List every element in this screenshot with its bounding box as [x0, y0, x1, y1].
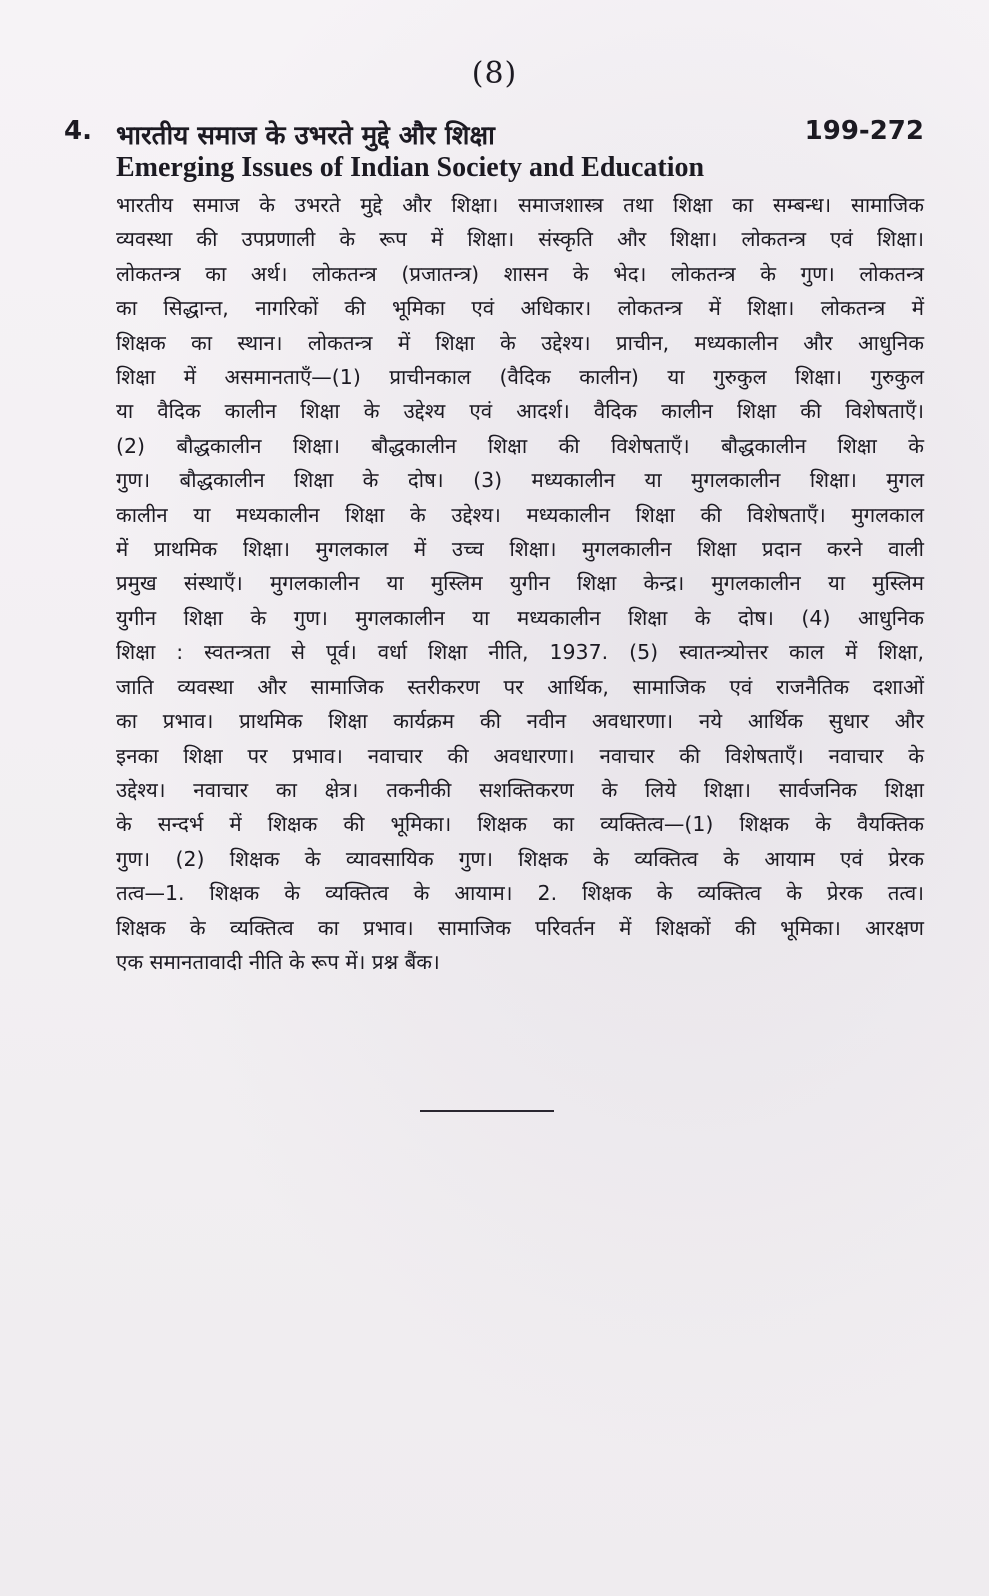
description-line: इनका शिक्षा पर प्रभाव। नवाचार की अवधारणा। नवाचार की विशेषताएँ। नवाचार के — [116, 743, 924, 768]
description-line: कालीन या मध्यकालीन शिक्षा के उद्देश्य। मध्यकालीन शिक्षा की विशेषताएँ। मुगलकाल — [116, 502, 924, 527]
contents-entry-header — [64, 116, 924, 152]
description-line: का प्रभाव। प्राथमिक शिक्षा कार्यक्रम की नवीन अवधारणा। नये आर्थिक सुधार और — [116, 709, 924, 734]
description-line: शिक्षा में असमानताएँ—(1) प्राचीनकाल (वैदिक कालीन) या गुरुकुल शिक्षा। गुरुकुल — [116, 365, 924, 390]
entry-page-range: 199-272 — [804, 116, 924, 146]
description-line: में प्राथमिक शिक्षा। मुगलकाल में उच्च शिक्षा। मुगलकालीन शिक्षा प्रदान करने वाली — [116, 537, 924, 562]
section-divider — [420, 1110, 554, 1112]
description-line: गुण। बौद्धकालीन शिक्षा के दोष। (3) मध्यकालीन या मुगलकालीन शिक्षा। मुगल — [116, 468, 924, 493]
description-line: का सिद्धान्त, नागरिकों की भूमिका एवं अधिकार। लोकतन्त्र में शिक्षा। लोकतन्त्र में — [116, 296, 924, 321]
description-line: शिक्षक के व्यक्तित्व का प्रभाव। सामाजिक परिवर्तन में शिक्षकों की भूमिका। आरक्षण — [116, 915, 924, 940]
description-line: भारतीय समाज के उभरते मुद्दे और शिक्षा। समाजशास्त्र तथा शिक्षा का सम्बन्ध। सामाजिक — [116, 193, 924, 217]
description-line: के सन्दर्भ में शिक्षक की भूमिका। शिक्षक का व्यक्तित्व—(1) शिक्षक के वैयक्तिक — [116, 812, 924, 837]
description-line: उद्देश्य। नवाचार का क्षेत्र। तकनीकी सशक्तिकरण के लिये शिक्षा। सार्वजनिक शिक्षा — [116, 777, 924, 802]
entry-title-hindi: भारतीय समाज के उभरते मुद्दे और शिक्षा — [116, 121, 495, 151]
description-line: प्रमुख संस्थाएँ। मुगलकालीन या मुस्लिम युगीन शिक्षा केन्द्र। मुगलकालीन या मुस्लिम — [116, 571, 924, 596]
description-line: शिक्षा : स्वतन्त्रता से पूर्व। वर्धा शिक्षा नीति, 1937. (5) स्वातन्त्र्योत्तर काल में शिक्षा, — [116, 640, 924, 665]
description-line: जाति व्यवस्था और सामाजिक स्तरीकरण पर आर्थिक, सामाजिक एवं राजनैतिक दशाओं — [116, 674, 924, 699]
description-line: युगीन शिक्षा के गुण। मुगलकालीन या मध्यकालीन शिक्षा के दोष। (4) आधुनिक — [116, 605, 924, 630]
entry-number: 4. — [64, 116, 92, 146]
description-line: गुण। (2) शिक्षक के व्यावसायिक गुण। शिक्षक के व्यक्तित्व के आयाम एवं प्रेरक — [116, 846, 924, 871]
description-line: व्यवस्था की उपप्रणाली के रूप में शिक्षा। संस्कृति और शिक्षा। लोकतन्त्र एवं शिक्षा। — [116, 227, 924, 252]
description-line: एक समानतावादी नीति के रूप में। प्रश्न बैंक। — [116, 949, 440, 974]
description-line: शिक्षक का स्थान। लोकतन्त्र में शिक्षा के उद्देश्य। प्राचीन, मध्यकालीन और आधुनिक — [116, 330, 924, 355]
entry-description — [116, 188, 924, 979]
entry-title-english: Emerging Issues of Indian Society and Education — [116, 152, 705, 183]
description-line: लोकतन्त्र का अर्थ। लोकतन्त्र (प्रजातन्त्र) शासन के भेद। लोकतन्त्र के गुण। लोकतन्त्र — [116, 261, 924, 286]
description-line: तत्व—1. शिक्षक के व्यक्तित्व के आयाम। 2. शिक्षक के व्यक्तित्व के प्रेरक तत्व। — [116, 881, 924, 906]
page-number: (8) — [471, 56, 518, 91]
description-line: या वैदिक कालीन शिक्षा के उद्देश्य एवं आदर्श। वैदिक कालीन शिक्षा की विशेषताएँ। — [116, 399, 924, 424]
description-line: (2) बौद्धकालीन शिक्षा। बौद्धकालीन शिक्षा की विशेषताएँ। बौद्धकालीन शिक्षा के — [116, 433, 924, 458]
